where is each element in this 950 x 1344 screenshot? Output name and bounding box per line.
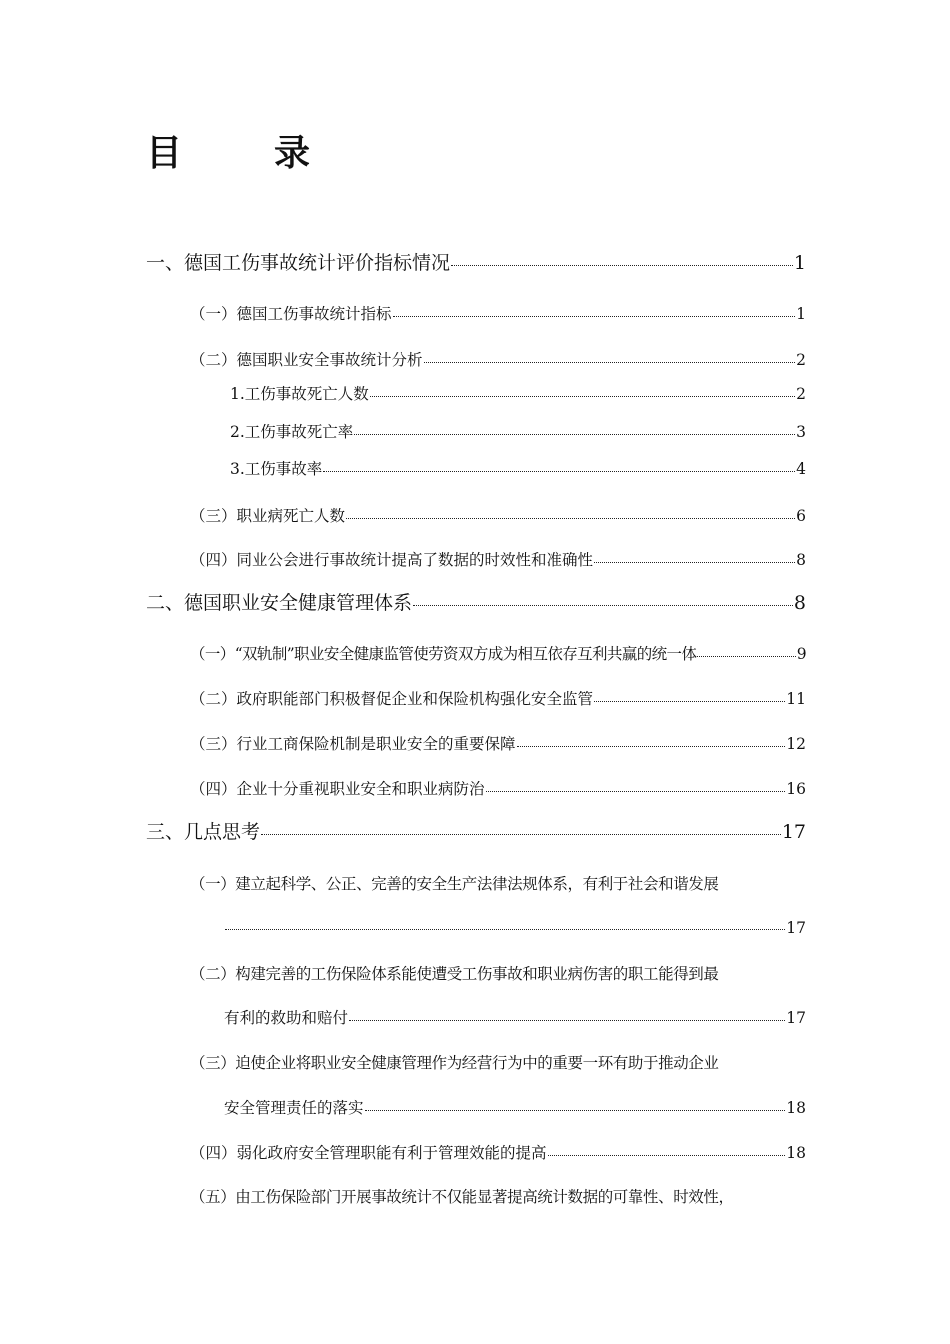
toc-entry-2-4[interactable] <box>190 777 806 799</box>
toc-entry-page: 17 <box>786 918 806 937</box>
toc-entry-page: 16 <box>786 780 806 798</box>
page-title: 目 录 <box>146 133 339 174</box>
toc-leader-dots <box>365 1098 786 1114</box>
toc-entry-3-3-title[interactable]: （三）迫使企业将职业安全健康管理作为经营行为中的重要一环有助于推动企业 <box>190 1054 719 1072</box>
toc-leader-dots <box>323 459 795 475</box>
toc-entry-title: 3.工伤事故率 <box>230 460 323 478</box>
toc-leader-dots <box>697 644 795 660</box>
toc-entry-3-1-title[interactable]: （一）建立起科学、公正、完善的安全生产法律法规体系，有利于社会和谐发展 <box>190 875 719 893</box>
toc-entry-page: 6 <box>796 507 806 525</box>
toc-leader-dots <box>517 734 786 750</box>
toc-entry-section-1[interactable] <box>146 248 806 275</box>
toc-leader-dots <box>486 779 786 795</box>
toc-entry-3-4[interactable] <box>190 1141 806 1163</box>
toc-entry-1-3[interactable] <box>190 504 806 526</box>
toc-leader-dots <box>451 250 793 269</box>
toc-entry-page: 11 <box>786 690 806 708</box>
toc-entry-1-2-2[interactable] <box>230 420 806 442</box>
toc-leader-dots <box>349 1008 785 1024</box>
toc-entry-page: 4 <box>796 460 806 478</box>
toc-entry-title: 一、德国工伤事故统计评价指标情况 <box>146 252 451 274</box>
toc-entry-title: （三）行业工商保险机制是职业安全的重要保障 <box>190 735 516 753</box>
toc-entry-page: 3 <box>796 423 806 441</box>
toc-entry-title: 三、几点思考 <box>146 821 261 843</box>
toc-leader-dots <box>346 506 795 522</box>
toc-leader-dots <box>261 819 781 838</box>
toc-entry-3-5-title[interactable]: （五）由工伤保险部门开展事故统计不仅能显著提高统计数据的可靠性、时效性， <box>190 1188 734 1206</box>
toc-entry-page: 1 <box>796 305 806 323</box>
toc-entry-title: （四）企业十分重视职业安全和职业病防治 <box>190 780 485 798</box>
toc-entry-page: 18 <box>786 1099 806 1117</box>
toc-entry-title: 1.工伤事故死亡人数 <box>230 385 369 403</box>
toc-leader-dots <box>594 689 785 705</box>
toc-entry-section-2[interactable] <box>146 588 806 615</box>
toc-entry-page: 2 <box>796 385 806 403</box>
toc-entry-1-2[interactable] <box>190 348 806 370</box>
toc-entry-title: （二）政府职能部门积极督促企业和保险机构强化安全监管 <box>190 690 594 708</box>
toc-leader-dots <box>594 550 795 566</box>
toc-leader-dots <box>225 917 785 933</box>
toc-entry-page: 1 <box>793 252 806 274</box>
toc-entry-title: 2.工伤事故死亡率 <box>230 423 354 441</box>
toc-entry-page: 8 <box>793 592 806 614</box>
toc-entry-page: 18 <box>786 1144 806 1162</box>
toc-entry-3-3[interactable] <box>224 1096 806 1118</box>
toc-entry-1-4[interactable] <box>190 548 806 570</box>
toc-entry-title: 二、德国职业安全健康管理体系 <box>146 592 413 614</box>
toc-entry-title: （四）同业公会进行事故统计提高了数据的时效性和准确性 <box>190 551 594 569</box>
toc-leader-dots <box>393 304 796 320</box>
toc-entry-3-2[interactable] <box>224 1006 806 1028</box>
toc-entry-3-1[interactable] <box>224 917 806 937</box>
toc-leader-dots <box>370 384 795 400</box>
toc-entry-title: （三）职业病死亡人数 <box>190 507 346 525</box>
toc-entry-1-1[interactable] <box>190 302 806 324</box>
toc-entry-section-3[interactable] <box>146 817 806 844</box>
toc-entry-2-2[interactable] <box>190 687 806 709</box>
toc-entry-page: 17 <box>781 821 806 843</box>
toc-entry-page: 17 <box>786 1009 806 1027</box>
toc-entry-title-cont: 安全管理责任的落实 <box>224 1099 364 1117</box>
toc-entry-title: （一）“双轨制”职业安全健康监管使劳资双方成为相互依存互利共赢的统一体 <box>190 645 697 663</box>
toc-entry-page: 2 <box>796 351 806 369</box>
toc-entry-1-2-3[interactable] <box>230 457 806 479</box>
toc-entry-title: （一）德国工伤事故统计指标 <box>190 305 392 323</box>
toc-entry-page: 12 <box>786 735 806 753</box>
toc-entry-page: 9 <box>796 645 806 663</box>
toc-entry-3-2-title[interactable]: （二）构建完善的工伤保险体系能使遭受工伤事故和职业病伤害的职工能得到最 <box>190 965 719 983</box>
toc-entry-title: （四）弱化政府安全管理职能有利于管理效能的提高 <box>190 1144 547 1162</box>
toc-leader-dots <box>413 590 793 609</box>
toc-entry-page: 8 <box>796 551 806 569</box>
toc-entry-1-2-1[interactable] <box>230 382 806 404</box>
toc-leader-dots <box>548 1143 786 1159</box>
toc-entry-2-3[interactable] <box>190 732 806 754</box>
toc-entry-2-1[interactable] <box>190 642 806 664</box>
toc-leader-dots <box>354 422 795 438</box>
toc-entry-title-cont: 有利的救助和赔付 <box>224 1009 349 1027</box>
toc-leader-dots <box>424 350 796 366</box>
toc-entry-title: （二）德国职业安全事故统计分析 <box>190 351 423 369</box>
